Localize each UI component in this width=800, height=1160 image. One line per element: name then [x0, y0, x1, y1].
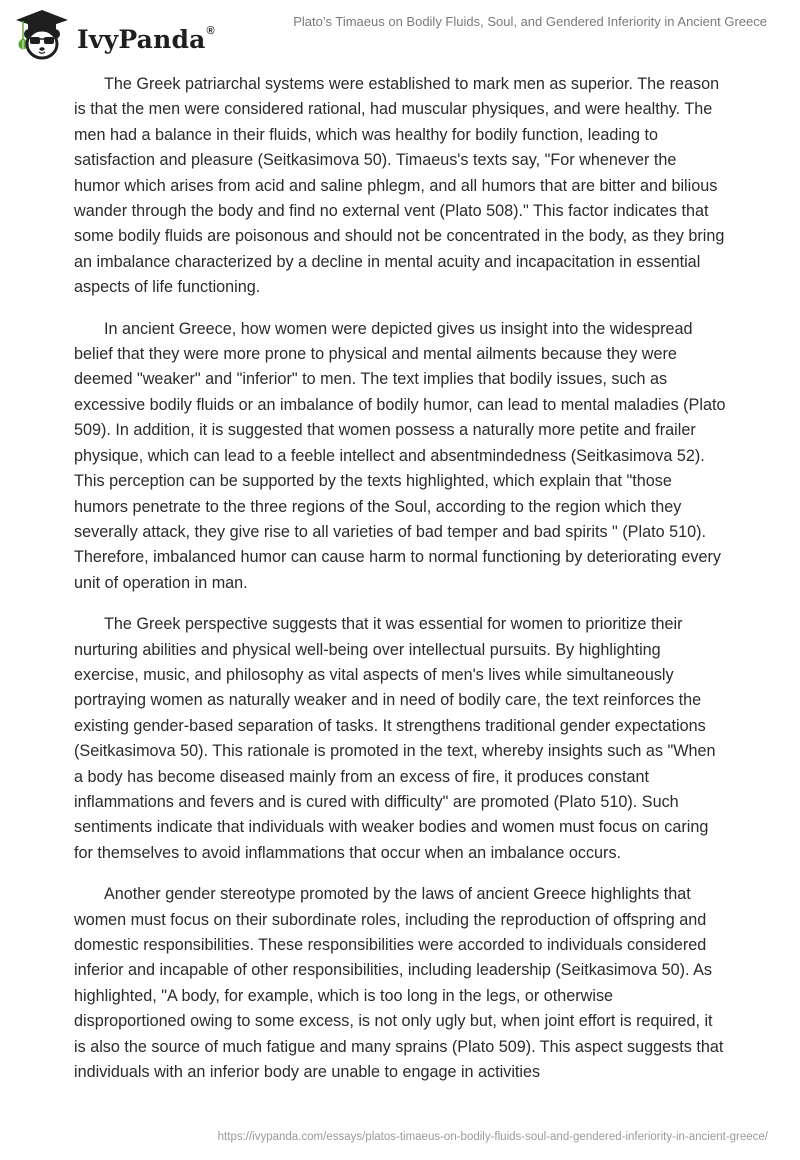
essay-paragraph-3: The Greek perspective suggests that it was essential for women to prioritize their nurturing abilities and physical well-being over intellectual pursuits. By highlighting exercise, music, and philosophy as vital aspects of men's lives while simultaneously portraying women as naturally weaker and in need of bodily care, the text reinforces the existing gender-based separation of tasks. It strengthens traditional gender expectations (Seitkasimova 50). This rationale is promoted in the text, whereby insights such as "When a body has become diseased mainly from an excess of fire, it produces constant inflammations and fevers and is cured with difficulty" are promoted (Plato 510). Such sentiments indicate that individuals with weaker bodies and women must focus on caring for themselves to avoid inflammations that occur when an imbalance occurs.	[74, 615, 716, 862]
brand-name-text: IvyPanda	[77, 24, 206, 54]
essay-paragraph-1: The Greek patriarchal systems were established to mark men as superior. The reason is that the men were considered rational, had muscular physiques, and were healthy. The men had a balance in their fluids, which was healthy for bodily function, leading to satisfaction and pleasure (Seitkasimova 50). Timaeus's texts say, "For whenever the humor which arises from acid and saline phlegm, and all humors that are bitter and bilious wander through the body and find no external vent (Plato 508)." This factor indicates that some bodily fluids are poisonous and should not be concentrated in the body, as they bring an imbalance characterized by a decline in mental acuity and incapacitation in essential aspects of life functioning.	[74, 75, 725, 297]
logo-brand-name	[77, 25, 215, 54]
page-header	[0, 0, 800, 66]
document-title: Plato’s Timaeus on Bodily Fluids, Soul, and Gendered Inferiority in Ancient Greece	[293, 14, 767, 29]
essay-paragraph-2: In ancient Greece, how women were depicted gives us insight into the widespread belief that they were more prone to physical and mental ailments because they were deemed "weaker" and "inferior" to men. The text implies that bodily issues, such as excessive bodily fluids or an imbalance of bodily humor, can lead to mental maladies (Plato 509). In addition, it is suggested that women possess a naturally more petite and frailer physique, which can lead to a feeble intellect and absentmindedness (Seitkasimova 52). This perception can be supported by the texts highlighted, which explain that "those humors penetrate to the three regions of the Soul, according to the region which they severally attack, they give rise to all varieties of bad temper and bad spirits " (Plato 510). Therefore, imbalanced humor can cause harm to normal functioning by deteriorating every unit of operation in man.	[74, 319, 726, 592]
source-url-link[interactable]: https://ivypanda.com/essays/platos-timaeus-on-bodily-fluids-soul-and-gendered-inferiority-in-ancient-greece/	[217, 1131, 768, 1143]
essay-paragraph-4: Another gender stereotype promoted by the laws of ancient Greece highlights that women must focus on their subordinate roles, including the reproduction of offspring and domestic responsibilities. These responsibilities were accorded to individuals considered inferior and incapable of other responsibilities, including leadership (Seitkasimova 50). As highlighted, "A body, for example, which is too long in the legs, or otherwise disproportioned owing to some excess, is not only ugly but, when joint effort is required, it is also the source of much fatigue and many sprains (Plato 509). This aspect suggests that individuals with an inferior body are unable to engage in activities	[74, 885, 724, 1082]
registered-mark: ®	[206, 25, 215, 38]
essay-content	[74, 72, 726, 1101]
panda-graduation-cap-icon	[14, 8, 70, 62]
ivypanda-logo[interactable]	[14, 8, 215, 62]
